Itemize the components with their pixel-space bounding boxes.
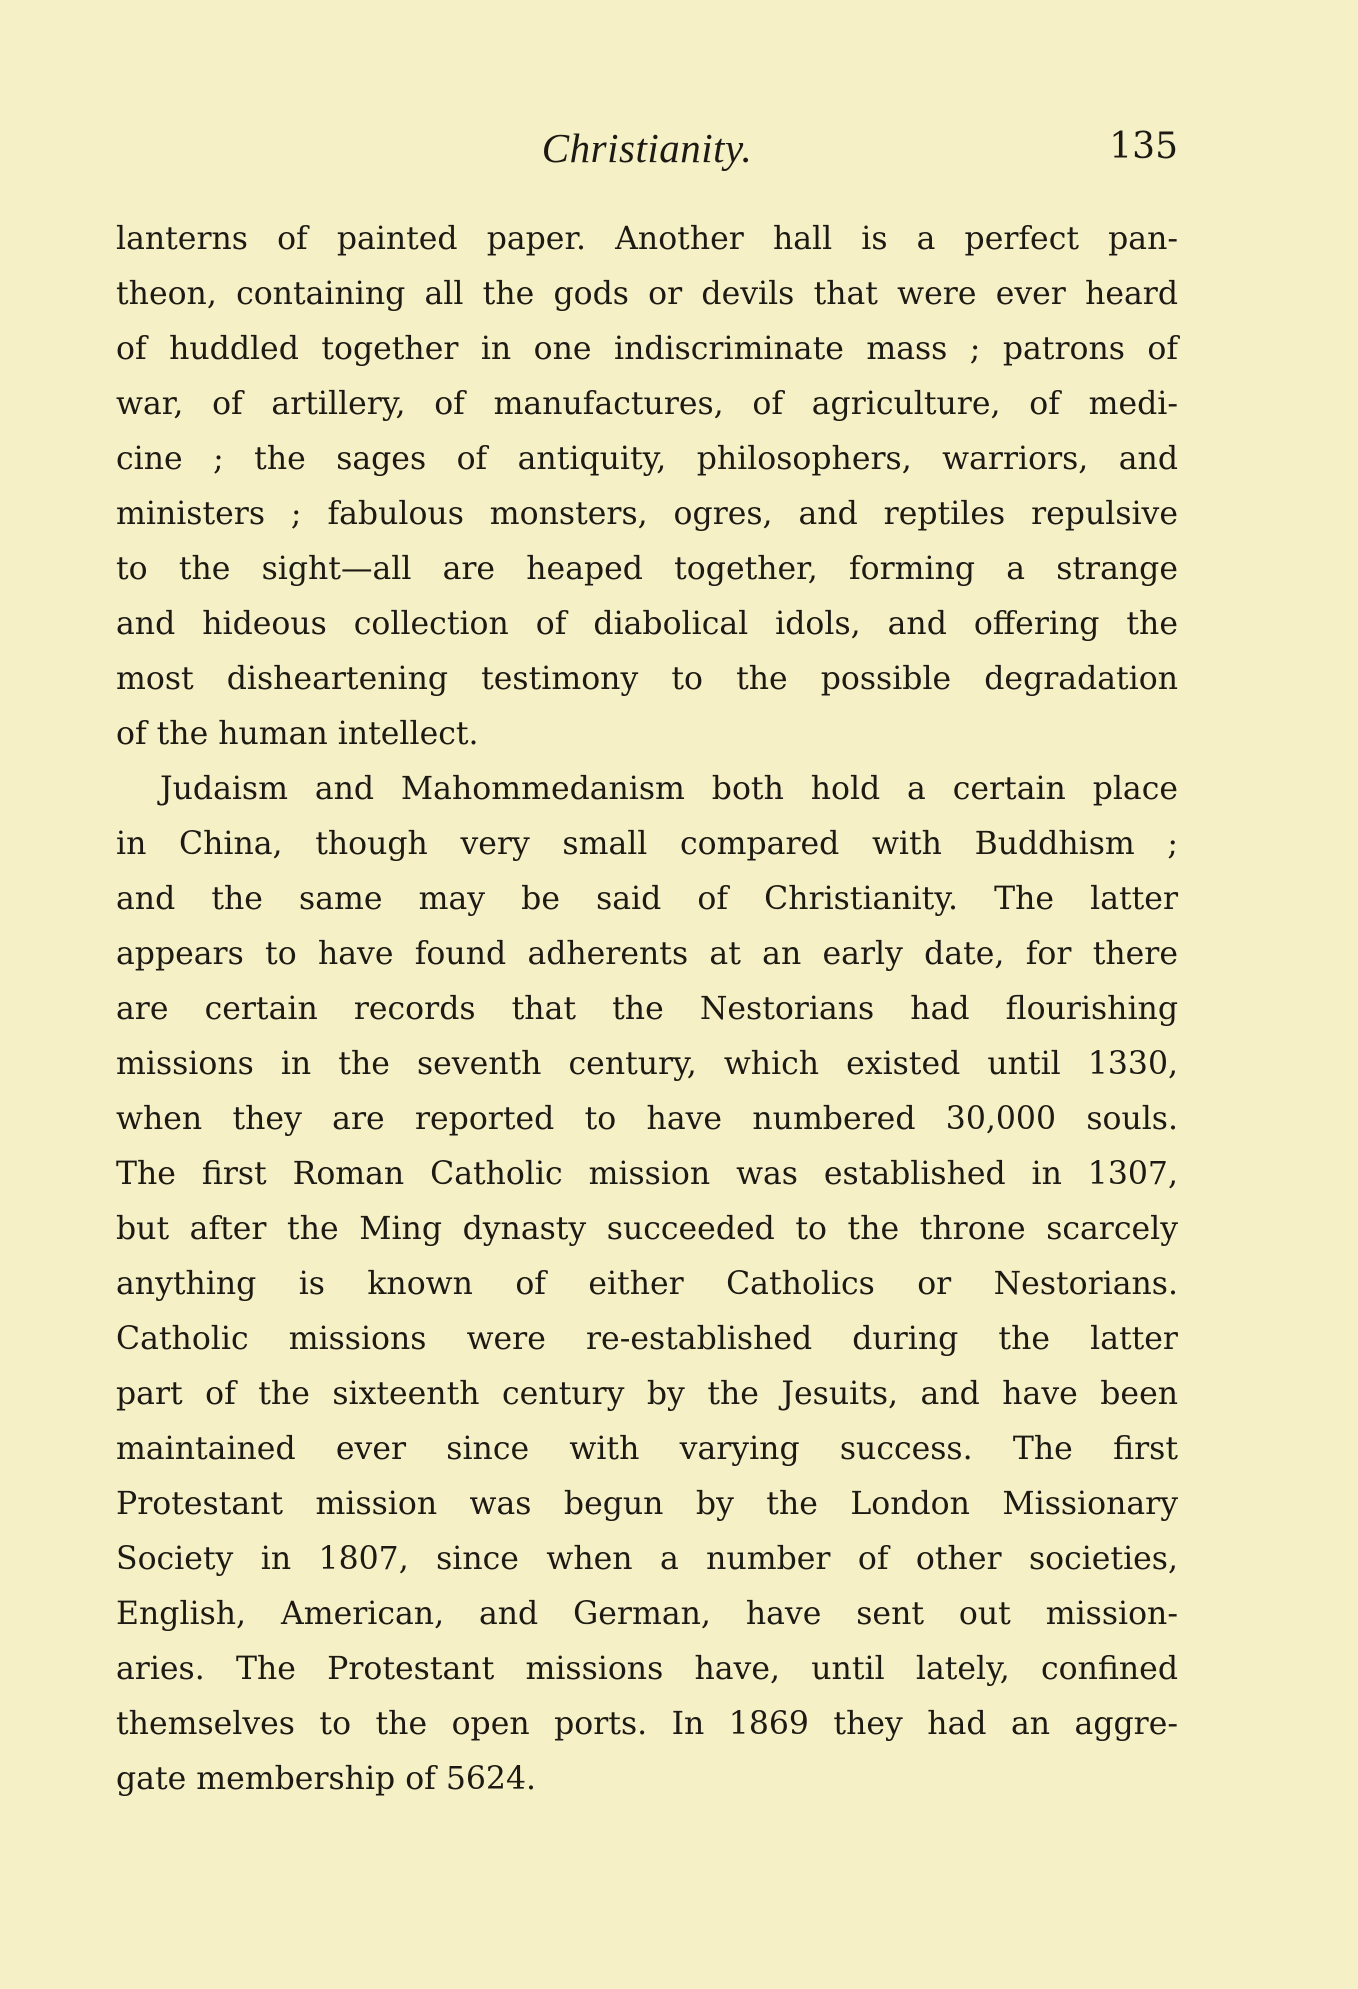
text-line: themselves to the open ports. In 1869 they had an aggre-: [116, 1706, 1178, 1742]
text-line: of the human intellect.: [116, 716, 479, 752]
body-text: [116, 212, 1178, 1807]
text-line: to the sight—all are heaped together, forming a strange: [116, 551, 1178, 587]
text-line: Society in 1807, since when a number of other societies,: [116, 1541, 1178, 1577]
text-line: part of the sixteenth century by the Jesuits, and have been: [116, 1376, 1178, 1412]
page-number: 135: [1109, 126, 1178, 167]
text-line: appears to have found adherents at an early date, for there: [116, 936, 1178, 972]
text-line: and the same may be said of Christianity. The latter: [116, 881, 1178, 917]
text-line: Catholic missions were re-established during the latter: [116, 1321, 1178, 1357]
running-head: [116, 124, 1178, 184]
text-line: ministers ; fabulous monsters, ogres, and reptiles repulsive: [116, 496, 1178, 532]
text-line: anything is known of either Catholics or Nestorians.: [116, 1266, 1178, 1302]
text-line: theon, containing all the gods or devils that were ever heard: [116, 276, 1178, 312]
text-line: The first Roman Catholic mission was established in 1307,: [116, 1156, 1178, 1192]
text-line: war, of artillery, of manufactures, of agriculture, of medi-: [116, 386, 1178, 422]
text-line: English, American, and German, have sent out mission-: [116, 1596, 1178, 1632]
text-line: when they are reported to have numbered 30,000 souls.: [116, 1101, 1178, 1137]
text-line: missions in the seventh century, which existed until 1330,: [116, 1046, 1178, 1082]
text-line: lanterns of painted paper. Another hall is a perfect pan-: [116, 221, 1178, 257]
text-line: but after the Ming dynasty succeeded to the throne scarcely: [116, 1211, 1178, 1247]
text-line: aries. The Protestant missions have, until lately, confined: [116, 1651, 1178, 1687]
text-line: are certain records that the Nestorians had flourishing: [116, 991, 1178, 1027]
text-line: of huddled together in one indiscriminate mass ; patrons of: [116, 331, 1178, 367]
text-line: most disheartening testimony to the possible degradation: [116, 661, 1178, 697]
text-line: in China, though very small compared with Buddhism ;: [116, 826, 1178, 862]
text-line: cine ; the sages of antiquity, philosophers, warriors, and: [116, 441, 1178, 477]
running-title: Christianity.: [541, 125, 753, 171]
text-line: gate membership of 5624.: [116, 1761, 537, 1797]
text-line: Protestant mission was begun by the London Missionary: [116, 1486, 1178, 1522]
text-line: maintained ever since with varying success. The first: [116, 1431, 1178, 1467]
text-line: Judaism and Mahommedanism both hold a certain place: [160, 771, 1178, 807]
text-line: and hideous collection of diabolical idols, and offering the: [116, 606, 1178, 642]
